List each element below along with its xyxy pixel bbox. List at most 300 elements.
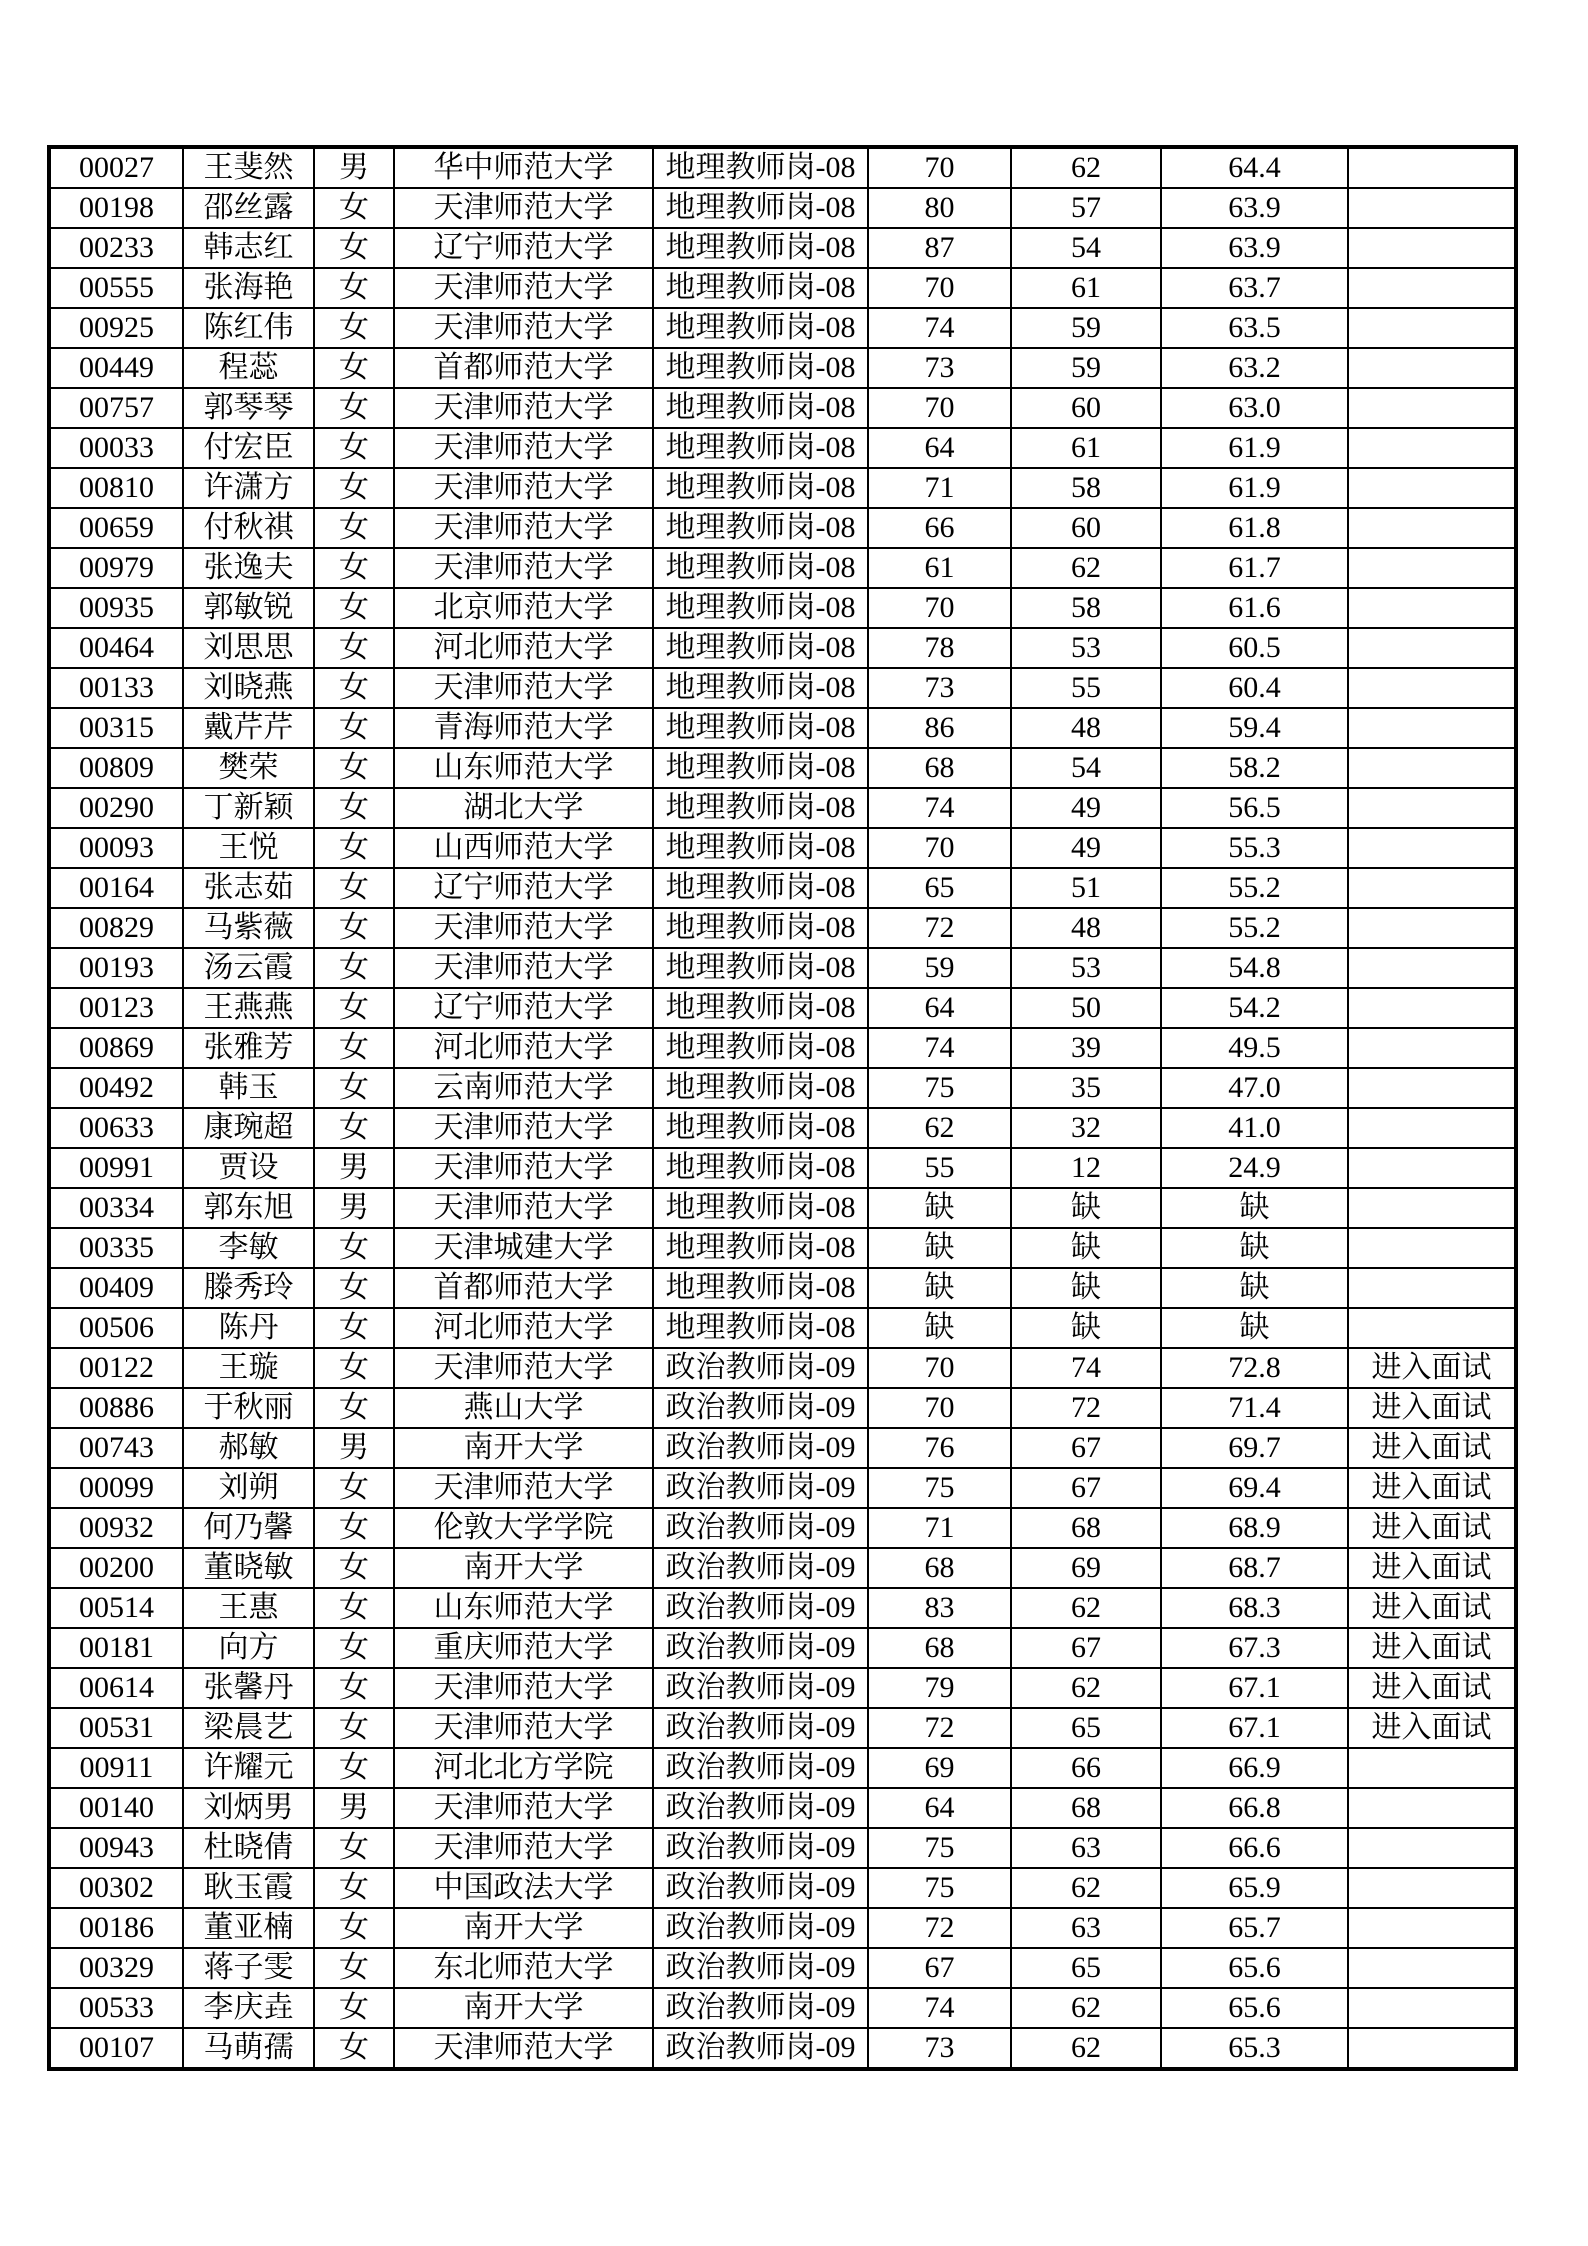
gender-cell: 女 (314, 1668, 394, 1708)
exam-id-cell: 00492 (49, 1068, 183, 1108)
remark-cell (1348, 988, 1516, 1028)
gender-cell: 女 (314, 1948, 394, 1988)
name-cell: 马紫薇 (183, 908, 314, 948)
university-cell: 天津师范大学 (394, 468, 653, 508)
name-cell: 张海艳 (183, 268, 314, 308)
written-score-cell: 75 (868, 1468, 1011, 1508)
exam-id-cell: 00123 (49, 988, 183, 1028)
position-cell: 地理教师岗-08 (653, 468, 868, 508)
gender-cell: 女 (314, 1308, 394, 1348)
gender-cell: 女 (314, 1988, 394, 2028)
gender-cell: 女 (314, 1508, 394, 1548)
exam-id-cell: 00979 (49, 548, 183, 588)
remark-cell (1348, 147, 1516, 188)
table-row (49, 188, 1516, 228)
position-cell: 地理教师岗-08 (653, 1268, 868, 1308)
remark-cell: 进入面试 (1348, 1468, 1516, 1508)
table-row (49, 348, 1516, 388)
name-cell: 付宏臣 (183, 428, 314, 468)
gender-cell: 女 (314, 1068, 394, 1108)
table-row (49, 2028, 1516, 2069)
written-score-cell: 68 (868, 748, 1011, 788)
written-score-cell: 75 (868, 1828, 1011, 1868)
remark-cell (1348, 548, 1516, 588)
total-score-cell: 65.6 (1161, 1948, 1348, 1988)
written-score-cell: 62 (868, 1108, 1011, 1148)
university-cell: 天津师范大学 (394, 2028, 653, 2069)
total-score-cell: 64.4 (1161, 147, 1348, 188)
interview-score-cell: 35 (1011, 1068, 1161, 1108)
exam-id-cell: 00506 (49, 1308, 183, 1348)
total-score-cell: 55.3 (1161, 828, 1348, 868)
total-score-cell: 47.0 (1161, 1068, 1348, 1108)
university-cell: 辽宁师范大学 (394, 228, 653, 268)
remark-cell (1348, 868, 1516, 908)
written-score-cell: 61 (868, 548, 1011, 588)
position-cell: 政治教师岗-09 (653, 1428, 868, 1468)
remark-cell (1348, 1868, 1516, 1908)
written-score-cell: 70 (868, 388, 1011, 428)
exam-id-cell: 00107 (49, 2028, 183, 2069)
remark-cell (1348, 668, 1516, 708)
interview-score-cell: 12 (1011, 1148, 1161, 1188)
position-cell: 政治教师岗-09 (653, 1708, 868, 1748)
written-score-cell: 72 (868, 1908, 1011, 1948)
interview-score-cell: 62 (1011, 1868, 1161, 1908)
name-cell: 邵丝露 (183, 188, 314, 228)
name-cell: 何乃馨 (183, 1508, 314, 1548)
name-cell: 郝敏 (183, 1428, 314, 1468)
gender-cell: 女 (314, 1708, 394, 1748)
written-score-cell: 72 (868, 908, 1011, 948)
position-cell: 地理教师岗-08 (653, 828, 868, 868)
position-cell: 地理教师岗-08 (653, 388, 868, 428)
university-cell: 河北北方学院 (394, 1748, 653, 1788)
written-score-cell: 75 (868, 1068, 1011, 1108)
interview-score-cell: 62 (1011, 1988, 1161, 2028)
position-cell: 政治教师岗-09 (653, 1908, 868, 1948)
total-score-cell: 24.9 (1161, 1148, 1348, 1188)
remark-cell (1348, 1788, 1516, 1828)
remark-cell (1348, 1148, 1516, 1188)
name-cell: 郭敏锐 (183, 588, 314, 628)
written-score-cell: 70 (868, 588, 1011, 628)
exam-id-cell: 00334 (49, 1188, 183, 1228)
exam-id-cell: 00514 (49, 1588, 183, 1628)
table-row (49, 508, 1516, 548)
exam-id-cell: 00829 (49, 908, 183, 948)
remark-cell (1348, 268, 1516, 308)
position-cell: 地理教师岗-08 (653, 308, 868, 348)
table-row (49, 1268, 1516, 1308)
total-score-cell: 63.5 (1161, 308, 1348, 348)
position-cell: 地理教师岗-08 (653, 988, 868, 1028)
table-row (49, 228, 1516, 268)
exam-id-cell: 00093 (49, 828, 183, 868)
university-cell: 天津师范大学 (394, 1108, 653, 1148)
university-cell: 天津师范大学 (394, 1188, 653, 1228)
name-cell: 张雅芳 (183, 1028, 314, 1068)
written-score-cell: 69 (868, 1748, 1011, 1788)
name-cell: 滕秀玲 (183, 1268, 314, 1308)
university-cell: 重庆师范大学 (394, 1628, 653, 1668)
exam-id-cell: 00449 (49, 348, 183, 388)
position-cell: 政治教师岗-09 (653, 1868, 868, 1908)
gender-cell: 女 (314, 1588, 394, 1628)
remark-cell: 进入面试 (1348, 1548, 1516, 1588)
written-score-cell: 缺 (868, 1228, 1011, 1268)
position-cell: 地理教师岗-08 (653, 348, 868, 388)
written-score-cell: 83 (868, 1588, 1011, 1628)
interview-score-cell: 62 (1011, 548, 1161, 588)
gender-cell: 女 (314, 1468, 394, 1508)
name-cell: 刘朔 (183, 1468, 314, 1508)
university-cell: 天津师范大学 (394, 948, 653, 988)
exam-id-cell: 00810 (49, 468, 183, 508)
written-score-cell: 86 (868, 708, 1011, 748)
remark-cell (1348, 588, 1516, 628)
total-score-cell: 63.0 (1161, 388, 1348, 428)
position-cell: 地理教师岗-08 (653, 668, 868, 708)
remark-cell (1348, 828, 1516, 868)
total-score-cell: 63.9 (1161, 188, 1348, 228)
university-cell: 山东师范大学 (394, 1588, 653, 1628)
exam-id-cell: 00409 (49, 1268, 183, 1308)
name-cell: 许潇方 (183, 468, 314, 508)
written-score-cell: 70 (868, 1388, 1011, 1428)
name-cell: 王悦 (183, 828, 314, 868)
position-cell: 地理教师岗-08 (653, 428, 868, 468)
total-score-cell: 68.3 (1161, 1588, 1348, 1628)
interview-score-cell: 48 (1011, 908, 1161, 948)
table-row (49, 1828, 1516, 1868)
university-cell: 天津师范大学 (394, 1828, 653, 1868)
name-cell: 董亚楠 (183, 1908, 314, 1948)
position-cell: 地理教师岗-08 (653, 188, 868, 228)
interview-score-cell: 60 (1011, 508, 1161, 548)
gender-cell: 女 (314, 468, 394, 508)
remark-cell (1348, 908, 1516, 948)
name-cell: 付秋祺 (183, 508, 314, 548)
gender-cell: 女 (314, 1868, 394, 1908)
interview-score-cell: 67 (1011, 1468, 1161, 1508)
total-score-cell: 49.5 (1161, 1028, 1348, 1068)
gender-cell: 女 (314, 1348, 394, 1388)
table-row (49, 308, 1516, 348)
name-cell: 董晓敏 (183, 1548, 314, 1588)
table-row (49, 1988, 1516, 2028)
exam-id-cell: 00027 (49, 147, 183, 188)
table-row (49, 1308, 1516, 1348)
exam-id-cell: 00943 (49, 1828, 183, 1868)
interview-score-cell: 63 (1011, 1908, 1161, 1948)
total-score-cell: 66.6 (1161, 1828, 1348, 1868)
written-score-cell: 缺 (868, 1268, 1011, 1308)
university-cell: 天津师范大学 (394, 1148, 653, 1188)
remark-cell (1348, 1988, 1516, 2028)
position-cell: 政治教师岗-09 (653, 1548, 868, 1588)
interview-score-cell: 缺 (1011, 1228, 1161, 1268)
interview-score-cell: 67 (1011, 1428, 1161, 1468)
name-cell: 郭琴琴 (183, 388, 314, 428)
university-cell: 首都师范大学 (394, 1268, 653, 1308)
written-score-cell: 68 (868, 1548, 1011, 1588)
table-row (49, 748, 1516, 788)
exam-id-cell: 00335 (49, 1228, 183, 1268)
total-score-cell: 68.9 (1161, 1508, 1348, 1548)
table-row (49, 708, 1516, 748)
table-row (49, 1868, 1516, 1908)
exam-id-cell: 00925 (49, 308, 183, 348)
gender-cell: 女 (314, 988, 394, 1028)
remark-cell (1348, 748, 1516, 788)
interview-score-cell: 53 (1011, 948, 1161, 988)
name-cell: 韩玉 (183, 1068, 314, 1108)
position-cell: 政治教师岗-09 (653, 1988, 868, 2028)
name-cell: 于秋丽 (183, 1388, 314, 1428)
written-score-cell: 59 (868, 948, 1011, 988)
table-row (49, 1388, 1516, 1428)
gender-cell: 女 (314, 708, 394, 748)
university-cell: 天津师范大学 (394, 908, 653, 948)
university-cell: 首都师范大学 (394, 348, 653, 388)
table-row (49, 1188, 1516, 1228)
written-score-cell: 72 (868, 1708, 1011, 1748)
table-row (49, 1108, 1516, 1148)
gender-cell: 女 (314, 908, 394, 948)
gender-cell: 男 (314, 1428, 394, 1468)
interview-score-cell: 51 (1011, 868, 1161, 908)
gender-cell: 女 (314, 828, 394, 868)
interview-score-cell: 62 (1011, 147, 1161, 188)
position-cell: 地理教师岗-08 (653, 508, 868, 548)
interview-score-cell: 59 (1011, 348, 1161, 388)
position-cell: 政治教师岗-09 (653, 1788, 868, 1828)
university-cell: 河北师范大学 (394, 1308, 653, 1348)
written-score-cell: 67 (868, 1948, 1011, 1988)
total-score-cell: 41.0 (1161, 1108, 1348, 1148)
gender-cell: 女 (314, 1828, 394, 1868)
exam-id-cell: 00533 (49, 1988, 183, 2028)
table-row (49, 1588, 1516, 1628)
position-cell: 政治教师岗-09 (653, 1348, 868, 1388)
name-cell: 向方 (183, 1628, 314, 1668)
written-score-cell: 55 (868, 1148, 1011, 1188)
gender-cell: 女 (314, 1748, 394, 1788)
written-score-cell: 64 (868, 428, 1011, 468)
table-row (49, 1628, 1516, 1668)
position-cell: 地理教师岗-08 (653, 1308, 868, 1348)
interview-score-cell: 缺 (1011, 1308, 1161, 1348)
total-score-cell: 58.2 (1161, 748, 1348, 788)
position-cell: 地理教师岗-08 (653, 948, 868, 988)
gender-cell: 男 (314, 1788, 394, 1828)
position-cell: 地理教师岗-08 (653, 1108, 868, 1148)
interview-score-cell: 54 (1011, 228, 1161, 268)
gender-cell: 女 (314, 868, 394, 908)
name-cell: 张逸夫 (183, 548, 314, 588)
gender-cell: 女 (314, 188, 394, 228)
table-row (49, 268, 1516, 308)
table-row (49, 628, 1516, 668)
interview-score-cell: 67 (1011, 1628, 1161, 1668)
gender-cell: 女 (314, 1028, 394, 1068)
exam-id-cell: 00932 (49, 1508, 183, 1548)
written-score-cell: 74 (868, 1028, 1011, 1068)
interview-score-cell: 65 (1011, 1948, 1161, 1988)
remark-cell (1348, 628, 1516, 668)
position-cell: 政治教师岗-09 (653, 1468, 868, 1508)
position-cell: 地理教师岗-08 (653, 708, 868, 748)
name-cell: 王斐然 (183, 147, 314, 188)
exam-id-cell: 00935 (49, 588, 183, 628)
position-cell: 地理教师岗-08 (653, 868, 868, 908)
remark-cell (1348, 1228, 1516, 1268)
exam-id-cell: 00302 (49, 1868, 183, 1908)
name-cell: 刘晓燕 (183, 668, 314, 708)
interview-score-cell: 55 (1011, 668, 1161, 708)
gender-cell: 男 (314, 1188, 394, 1228)
table-row (49, 828, 1516, 868)
table-row (49, 668, 1516, 708)
remark-cell (1348, 308, 1516, 348)
interview-score-cell: 74 (1011, 1348, 1161, 1388)
name-cell: 梁晨艺 (183, 1708, 314, 1748)
university-cell: 天津师范大学 (394, 308, 653, 348)
exam-id-cell: 00099 (49, 1468, 183, 1508)
gender-cell: 女 (314, 508, 394, 548)
university-cell: 辽宁师范大学 (394, 868, 653, 908)
university-cell: 云南师范大学 (394, 1068, 653, 1108)
name-cell: 韩志红 (183, 228, 314, 268)
remark-cell: 进入面试 (1348, 1588, 1516, 1628)
table-row (49, 428, 1516, 468)
gender-cell: 女 (314, 628, 394, 668)
gender-cell: 女 (314, 348, 394, 388)
name-cell: 丁新颖 (183, 788, 314, 828)
total-score-cell: 65.6 (1161, 1988, 1348, 2028)
interview-score-cell: 54 (1011, 748, 1161, 788)
university-cell: 天津师范大学 (394, 388, 653, 428)
remark-cell (1348, 468, 1516, 508)
total-score-cell: 72.8 (1161, 1348, 1348, 1388)
written-score-cell: 73 (868, 2028, 1011, 2069)
remark-cell (1348, 2028, 1516, 2069)
gender-cell: 女 (314, 788, 394, 828)
total-score-cell: 缺 (1161, 1268, 1348, 1308)
exam-id-cell: 00555 (49, 268, 183, 308)
exam-id-cell: 00233 (49, 228, 183, 268)
remark-cell (1348, 1828, 1516, 1868)
name-cell: 郭东旭 (183, 1188, 314, 1228)
table-row (49, 1908, 1516, 1948)
position-cell: 政治教师岗-09 (653, 1628, 868, 1668)
interview-score-cell: 53 (1011, 628, 1161, 668)
interview-score-cell: 49 (1011, 788, 1161, 828)
total-score-cell: 54.8 (1161, 948, 1348, 988)
gender-cell: 女 (314, 948, 394, 988)
total-score-cell: 55.2 (1161, 908, 1348, 948)
position-cell: 地理教师岗-08 (653, 748, 868, 788)
total-score-cell: 缺 (1161, 1228, 1348, 1268)
university-cell: 北京师范大学 (394, 588, 653, 628)
university-cell: 天津师范大学 (394, 268, 653, 308)
total-score-cell: 63.2 (1161, 348, 1348, 388)
remark-cell (1348, 1308, 1516, 1348)
remark-cell (1348, 228, 1516, 268)
table-row (49, 1468, 1516, 1508)
gender-cell: 女 (314, 268, 394, 308)
remark-cell (1348, 948, 1516, 988)
university-cell: 天津师范大学 (394, 188, 653, 228)
interview-score-cell: 63 (1011, 1828, 1161, 1868)
position-cell: 地理教师岗-08 (653, 1188, 868, 1228)
gender-cell: 女 (314, 548, 394, 588)
position-cell: 地理教师岗-08 (653, 147, 868, 188)
written-score-cell: 66 (868, 508, 1011, 548)
interview-score-cell: 缺 (1011, 1188, 1161, 1228)
results-table (47, 145, 1518, 2071)
written-score-cell: 缺 (868, 1308, 1011, 1348)
interview-score-cell: 61 (1011, 428, 1161, 468)
exam-id-cell: 00991 (49, 1148, 183, 1188)
table-row (49, 1508, 1516, 1548)
table-row (49, 988, 1516, 1028)
total-score-cell: 59.4 (1161, 708, 1348, 748)
total-score-cell: 63.9 (1161, 228, 1348, 268)
total-score-cell: 60.5 (1161, 628, 1348, 668)
remark-cell (1348, 1268, 1516, 1308)
written-score-cell: 70 (868, 268, 1011, 308)
written-score-cell: 缺 (868, 1188, 1011, 1228)
table-row (49, 1428, 1516, 1468)
exam-id-cell: 00809 (49, 748, 183, 788)
name-cell: 王璇 (183, 1348, 314, 1388)
table-row (49, 868, 1516, 908)
table-row (49, 388, 1516, 428)
position-cell: 地理教师岗-08 (653, 1148, 868, 1188)
exam-id-cell: 00122 (49, 1348, 183, 1388)
position-cell: 地理教师岗-08 (653, 588, 868, 628)
table-row (49, 908, 1516, 948)
total-score-cell: 56.5 (1161, 788, 1348, 828)
total-score-cell: 67.3 (1161, 1628, 1348, 1668)
written-score-cell: 71 (868, 1508, 1011, 1548)
gender-cell: 女 (314, 668, 394, 708)
remark-cell: 进入面试 (1348, 1668, 1516, 1708)
gender-cell: 女 (314, 1628, 394, 1668)
total-score-cell: 55.2 (1161, 868, 1348, 908)
table-row (49, 147, 1516, 188)
remark-cell (1348, 1028, 1516, 1068)
table-row (49, 1068, 1516, 1108)
interview-score-cell: 60 (1011, 388, 1161, 428)
name-cell: 陈丹 (183, 1308, 314, 1348)
interview-score-cell: 68 (1011, 1788, 1161, 1828)
position-cell: 政治教师岗-09 (653, 1588, 868, 1628)
table-row (49, 948, 1516, 988)
total-score-cell: 缺 (1161, 1188, 1348, 1228)
interview-score-cell: 62 (1011, 1668, 1161, 1708)
written-score-cell: 76 (868, 1428, 1011, 1468)
gender-cell: 女 (314, 308, 394, 348)
name-cell: 樊荣 (183, 748, 314, 788)
table-row (49, 1668, 1516, 1708)
name-cell: 康琬超 (183, 1108, 314, 1148)
university-cell: 天津师范大学 (394, 548, 653, 588)
university-cell: 天津师范大学 (394, 1468, 653, 1508)
exam-id-cell: 00033 (49, 428, 183, 468)
